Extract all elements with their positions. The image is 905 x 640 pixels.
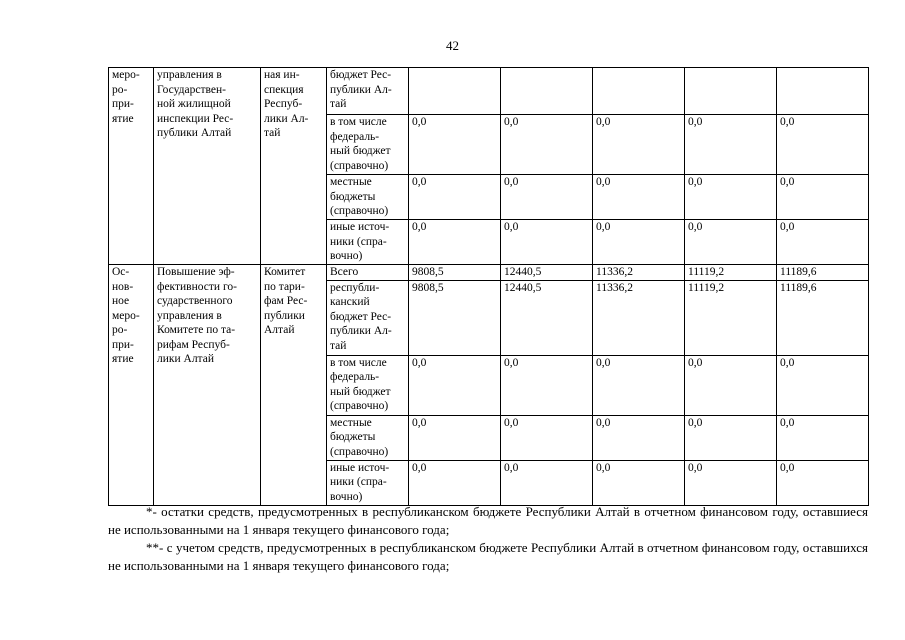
budget-table: [108, 67, 869, 506]
value-cell: 0,0: [593, 115, 685, 175]
value-cell: 0,0: [777, 415, 869, 460]
value-cell: [501, 68, 593, 115]
value-cell: 0,0: [593, 355, 685, 415]
footnote-2: **- с учетом средств, предусмотренных в республиканском бюджете Республики Алтай в отчетном финансовом году, оставшихся не использованными на 1 января текущего финансового года;: [108, 540, 868, 573]
funding-source-cell: местные бюджеты (справочно): [327, 415, 409, 460]
value-cell: 11189,6: [777, 280, 869, 355]
value-cell: 0,0: [409, 460, 501, 505]
value-cell: 11119,2: [685, 280, 777, 355]
value-cell: 12440,5: [501, 265, 593, 281]
value-cell: 0,0: [593, 415, 685, 460]
value-cell: 0,0: [593, 220, 685, 265]
funding-source-cell: Всего: [327, 265, 409, 281]
funding-source-cell: республи- канский бюджет Рес- публики Ал- тай: [327, 280, 409, 355]
value-cell: 0,0: [501, 115, 593, 175]
funding-source-cell: в том числе федераль- ный бюджет (справочно): [327, 115, 409, 175]
value-cell: 11336,2: [593, 280, 685, 355]
activity-name-cell: Повышение эф- фективности го- сударственного управления в Комитете по та- рифам Респуб- лики Алтай: [154, 265, 261, 506]
value-cell: 0,0: [501, 460, 593, 505]
value-cell: [777, 68, 869, 115]
value-cell: 0,0: [409, 115, 501, 175]
value-cell: [593, 68, 685, 115]
table-row: [109, 68, 869, 115]
value-cell: 0,0: [685, 115, 777, 175]
value-cell: 0,0: [409, 220, 501, 265]
value-cell: [685, 68, 777, 115]
value-cell: 0,0: [593, 460, 685, 505]
footnotes: [108, 503, 868, 575]
value-cell: 0,0: [685, 415, 777, 460]
page-number: 42: [446, 38, 459, 53]
footnote-1: *- остатки средств, предусмотренных в республиканском бюджете Республики Алтай в отчетном финансовом году, оставшиеся не использованными на 1 января текущего финансового года;: [108, 504, 868, 537]
table-row: [109, 265, 869, 281]
funding-source-cell: иные источ- ники (спра- вочно): [327, 220, 409, 265]
value-cell: 0,0: [409, 415, 501, 460]
value-cell: [409, 68, 501, 115]
value-cell: 0,0: [409, 175, 501, 220]
value-cell: 0,0: [409, 355, 501, 415]
activity-type-cell: Ос- нов- ное меро- ро- при- ятие: [109, 265, 154, 506]
funding-source-cell: бюджет Рес- публики Ал- тай: [327, 68, 409, 115]
funding-source-cell: местные бюджеты (справочно): [327, 175, 409, 220]
funding-source-cell: иные источ- ники (спра- вочно): [327, 460, 409, 505]
executor-cell: Комитет по тари- фам Рес- публики Алтай: [261, 265, 327, 506]
value-cell: 0,0: [501, 175, 593, 220]
funding-source-cell: в том числе федераль- ный бюджет (справочно): [327, 355, 409, 415]
value-cell: 0,0: [777, 460, 869, 505]
activity-type-cell: меро- ро- при- ятие: [109, 68, 154, 265]
value-cell: 11336,2: [593, 265, 685, 281]
value-cell: 0,0: [685, 220, 777, 265]
value-cell: 11119,2: [685, 265, 777, 281]
value-cell: 11189,6: [777, 265, 869, 281]
value-cell: 0,0: [777, 355, 869, 415]
value-cell: 0,0: [593, 175, 685, 220]
value-cell: 9808,5: [409, 265, 501, 281]
value-cell: 0,0: [685, 460, 777, 505]
value-cell: 0,0: [501, 355, 593, 415]
value-cell: 12440,5: [501, 280, 593, 355]
value-cell: 0,0: [777, 220, 869, 265]
value-cell: 0,0: [501, 220, 593, 265]
value-cell: 0,0: [685, 175, 777, 220]
executor-cell: ная ин- спекция Респуб- лики Ал- тай: [261, 68, 327, 265]
value-cell: 0,0: [685, 355, 777, 415]
activity-name-cell: управления в Государствен- ной жилищной инспекции Рес- публики Алтай: [154, 68, 261, 265]
value-cell: 0,0: [501, 415, 593, 460]
value-cell: 0,0: [777, 175, 869, 220]
value-cell: 9808,5: [409, 280, 501, 355]
value-cell: 0,0: [777, 115, 869, 175]
